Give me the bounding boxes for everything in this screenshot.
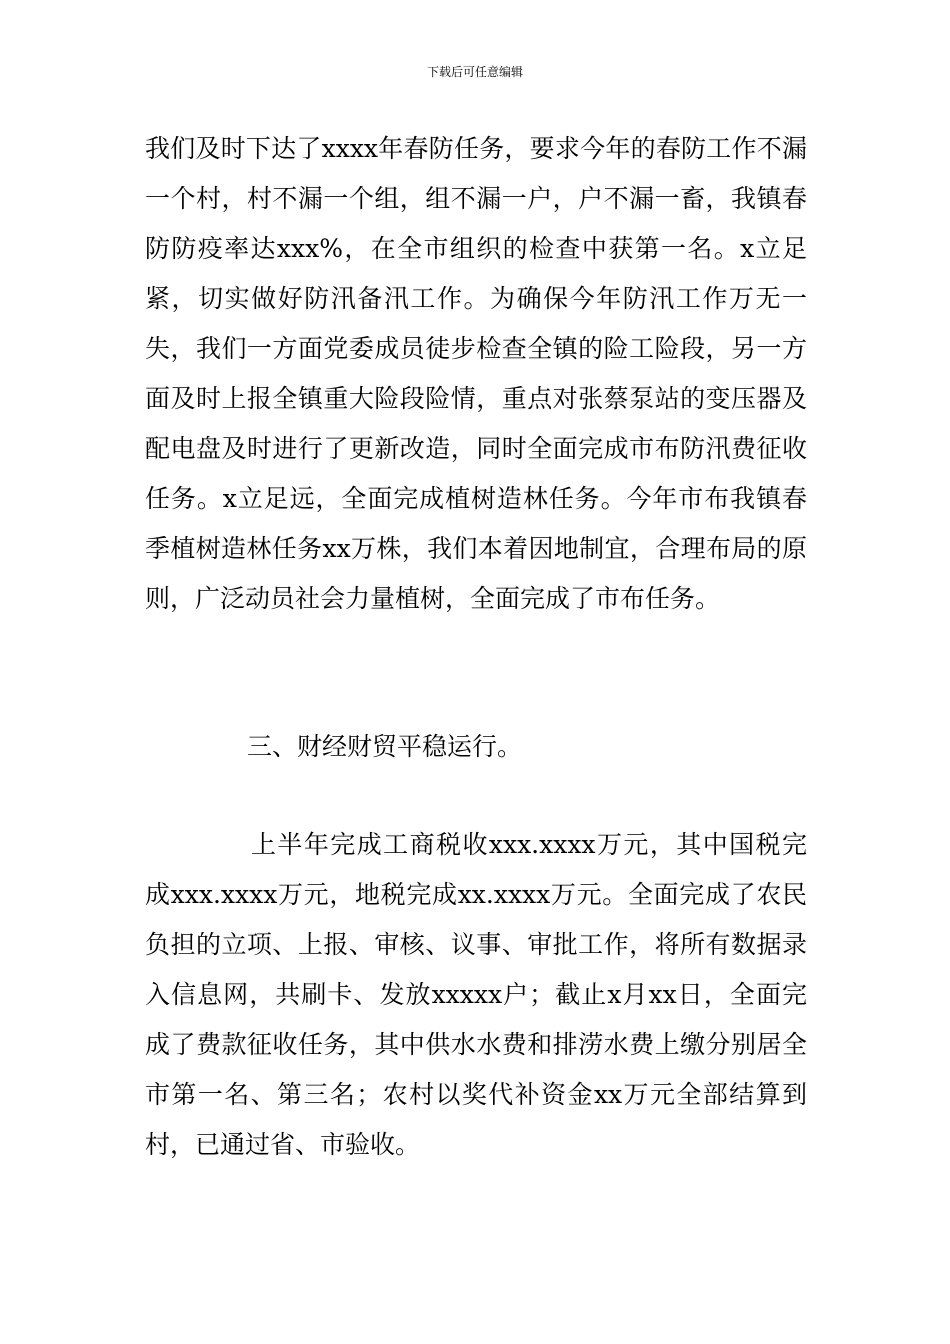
body-paragraph-2: 上半年完成工商税收xxx.xxxx万元，其中国税完成xxx.xxxx万元，地税完成xx.xxxx万元。全面完成了农民负担的立项、上报、审核、议事、审批工作，将所有数据录入信息网，共刷卡、发放xxxxx户；截止x月xx日，全面完成了费款征收任务，其中供水水费和排涝水费上缴分别居全市第一名、第三名；农村以奖代补资金xx万元全部结算到村，已通过省、市验收。 [145,830,807,1159]
page-header-note: 下载后可任意编辑 [426,65,523,79]
section-heading-3: 三、财经财贸平稳运行。 [247,732,523,761]
body-paragraph-1: 我们及时下达了xxxx年春防任务，要求今年的春防工作不漏一个村，村不漏一个组，组不漏一户，户不漏一畜，我镇春防防疫率达xxx%，在全市组织的检查中获第一名。x立足紧，切实做好防汛备汛工作。为确保今年防汛工作万无一失，我们一方面党委成员徒步检查全镇的险工险段，另一方面及时上报全镇重大险段险情，重点对张蔡泵站的变压器及配电盘及时进行了更新改造，同时全面完成市布防汛费征收任务。x立足远，全面完成植树造林任务。今年市布我镇春季植树造林任务xx万株，我们本着因地制宜，合理布局的原则，广泛动员社会力量植树，全面完成了市布任务。 [145,134,807,613]
